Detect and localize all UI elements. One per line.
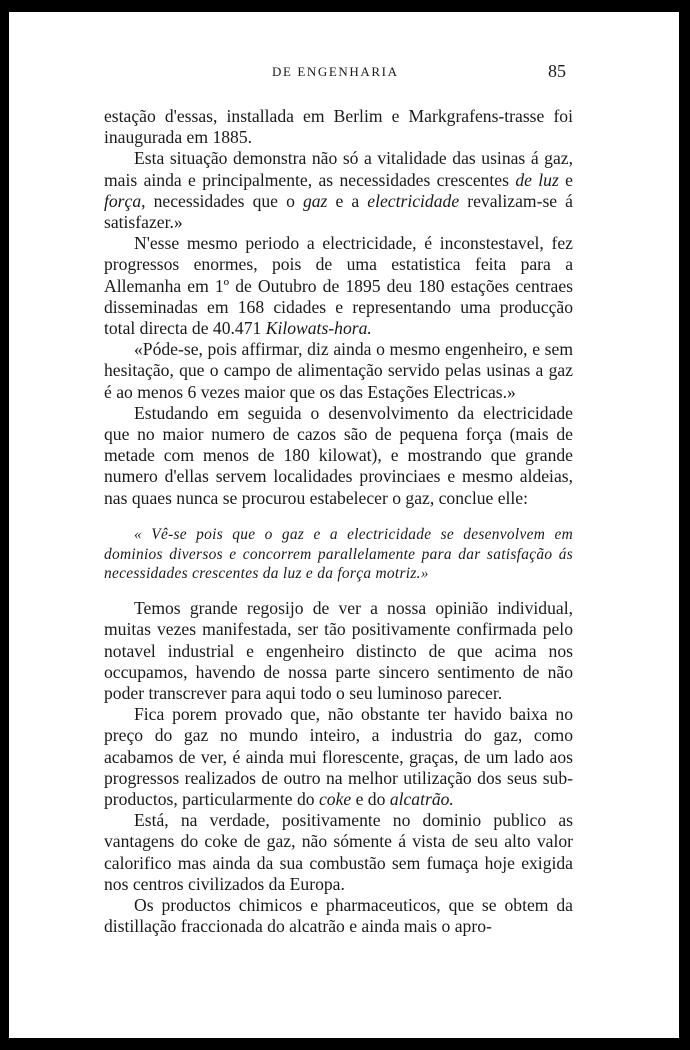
- paragraph-2-emphasis-forca: força: [104, 190, 142, 211]
- paragraph-3-emphasis-kilowats: Kilowats-hora.: [265, 318, 372, 339]
- paragraph-2-text-a: Esta situação demonstra não só a vitalidade das usinas á gaz, mais ainda e principalmente, as necessidades crescentes: [104, 148, 573, 190]
- paragraph-8: Está, na verdade, positivamente no dominio publico as vantagens do coke de gaz, não sómente á vista de seu alto valor calorifico mas ainda da sua combustão sem fumaça hoje exigida nos centros civilizados da Europa.: [104, 810, 573, 894]
- page-header: [9, 61, 679, 84]
- paragraph-5: Estudando em seguida o desenvolvimento da electricidade que no maior numero de cazos são de pequena força (mais de metade com menos de 180 kilowat), e mostrando que grande numero d'ellas servem localidades provinciaes e mesmo aldeias, nas quaes nunca se procurou estabelecer o gaz, conclue elle:: [104, 402, 573, 508]
- paragraph-2-text-c: , necessidades que o: [141, 190, 303, 211]
- paragraph-2-emphasis-luz: de luz: [515, 169, 559, 190]
- paragraph-2-text-e: revalizam-se á satisfazer.»: [104, 190, 573, 233]
- paragraph-9: Os productos chimicos e pharmaceuticos, que se obtem da distillação fraccionada do alcatrão e ainda mais o apro-: [104, 895, 573, 937]
- paragraph-6: Temos grande regosijo de ver a nossa opinião individual, muitas vezes manifestada, ser tão positivamente confirmada pelo notavel industrial e engenheiro distincto de que acima nos occupamos, havendo de nossa parte sincero sentimento de não poder transcrever para aqui todo o seu luminoso parecer.: [104, 598, 573, 704]
- book-page: [9, 12, 679, 1038]
- paragraph-2-emphasis-electricidade: electricidade: [367, 190, 460, 211]
- paragraph-7-emphasis-coke: coke: [318, 789, 352, 810]
- paragraph-7-text-b: e do: [351, 789, 390, 810]
- paragraph-2-text-d: e a: [327, 190, 368, 211]
- paragraph-3: [104, 233, 573, 339]
- paragraph-2-text-b: e: [558, 169, 573, 190]
- running-title: DE ENGENHARIA: [272, 64, 399, 79]
- paragraph-7-text-a: Fica porem provado que, não obstante ter havido baixa no preço do gaz no mundo inteiro, a industria do gaz, como acabamos de ver, é ainda mui florescente, graças, de um lado aos progressos realizados de outro na melhor utilização dos seus sub-productos, particularmente do: [104, 704, 573, 810]
- paragraph-3-text: N'esse mesmo periodo a electricidade, é inconstestavel, fez progressos enormes, pois de uma estatistica feita para a Allemanha em 1º de Outubro de 1895 deu 180 estações centraes disseminadas em 168 cidades e representando uma producção total directa de 40.471: [104, 233, 573, 339]
- page-number: 85: [548, 61, 566, 81]
- block-quote: « Vê-se pois que o gaz e a electricidade se desenvolvem em dominios diversos e concorrem parallelamente para dar satisfação ás necessidades crescentes da luz e da força motriz.»: [104, 525, 573, 583]
- paragraph-2: [104, 148, 573, 233]
- paragraph-7-emphasis-alcatrao: alcatrão.: [389, 789, 454, 810]
- paragraph-4: «Póde-se, pois affirmar, diz ainda o mesmo engenheiro, e sem hesitação, que o campo de alimentação servido pelas usinas a gaz é ao menos 6 vezes maior que os das Estações Electricas.»: [104, 339, 573, 402]
- paragraph-1: estação d'essas, installada em Berlim e Markgrafens-trasse foi inaugurada em 1885.: [104, 106, 573, 148]
- paragraph-2-emphasis-gaz: gaz: [302, 190, 328, 211]
- body-text: [104, 106, 573, 938]
- paragraph-7: [104, 704, 573, 810]
